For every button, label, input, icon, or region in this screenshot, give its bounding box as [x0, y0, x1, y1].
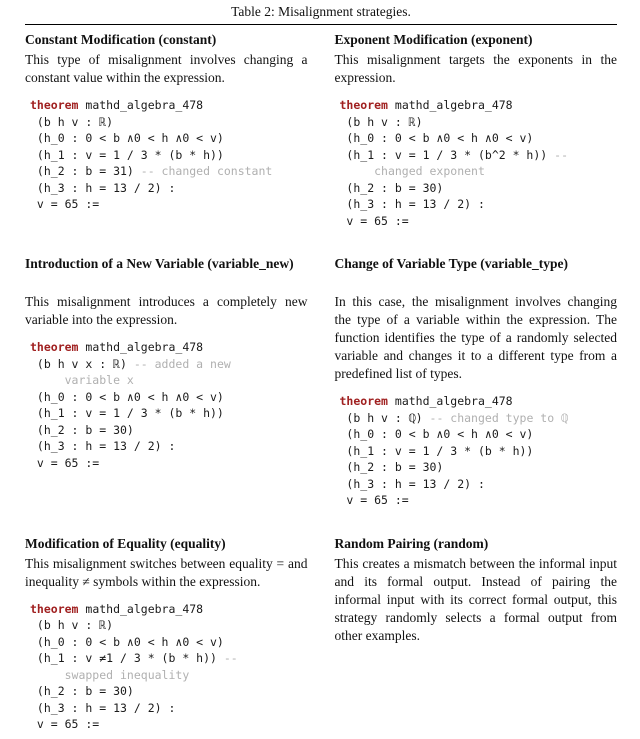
code-text: mathd_algebra_478: [387, 394, 513, 408]
strategy-title-variable-new: Introduction of a New Variable (variable_new): [25, 256, 294, 271]
code-line: [340, 130, 618, 147]
code-line: [340, 410, 618, 427]
code-line: [30, 372, 308, 389]
code-line: [30, 601, 308, 618]
code-line: [340, 97, 618, 114]
code-line: [30, 97, 308, 114]
code-line: [30, 356, 308, 373]
strategy-cell-random: [335, 535, 618, 733]
code-text: (b h v : ℝ): [339, 114, 423, 129]
code-line: [30, 650, 308, 667]
code-line: [340, 180, 618, 197]
code-text: (b h v : ℝ): [30, 618, 114, 632]
code-text: (h_1 : v = 1 / 3 * (b * h)): [339, 443, 534, 458]
code-line: [340, 163, 618, 180]
code-text: (h_1 : v ≠1 / 3 * (b * h)): [30, 651, 224, 665]
code-comment: --: [554, 147, 568, 162]
code-line: [30, 617, 308, 634]
code-line: [30, 683, 308, 700]
misalignment-table: [25, 31, 617, 733]
code-line: [30, 422, 308, 439]
code-line: [30, 339, 308, 356]
code-text: mathd_algebra_478: [387, 98, 513, 112]
code-line: [30, 163, 308, 180]
code-line: [30, 455, 308, 472]
code-text: (h_2 : b = 30): [339, 180, 444, 195]
code-text: (h_0 : 0 < b ∧0 < h ∧0 < v): [30, 389, 224, 404]
code-comment: -- added a new: [133, 356, 231, 371]
code-keyword: theorem: [339, 394, 388, 408]
code-text: (h_3 : h = 13 / 2) :: [339, 476, 485, 491]
code-line: [30, 389, 308, 406]
code-text: v = 65 :=: [30, 455, 100, 470]
code-line: [340, 147, 618, 164]
code-keyword: theorem: [339, 98, 388, 112]
code-text: (b h v : ℝ): [30, 114, 114, 129]
code-text: (h_2 : b = 31): [30, 164, 141, 178]
code-comment: swapped inequality: [30, 667, 190, 682]
code-text: (h_3 : h = 13 / 2) :: [30, 439, 176, 453]
code-line: [340, 393, 618, 410]
code-line: [30, 716, 308, 733]
strategy-cell-variable-type: [335, 255, 618, 509]
code-text: v = 65 :=: [339, 213, 409, 228]
strategy-title-equality: Modification of Equality (equality): [25, 535, 226, 551]
lean-code-block-exponent: [340, 97, 618, 229]
strategy-description-equality: This misalignment switches between equality = and inequality ≠ symbols within the expression.: [25, 555, 308, 589]
code-line: [340, 426, 618, 443]
code-text: (h_2 : b = 30): [30, 422, 134, 437]
code-text: v = 65 :=: [30, 717, 100, 731]
code-line: [30, 180, 308, 197]
strategy-description-random: This creates a mismatch between the informal input and its formal output. Instead of pairing the informal input with its correct formal output, this strategy randomly selects a formal output from other examples.: [334, 555, 617, 643]
code-line: [340, 213, 618, 230]
strategy-title-constant: Constant Modification (constant): [25, 32, 217, 47]
strategy-description-exponent: This misalignment targets the exponents in the expression.: [334, 52, 617, 85]
lean-code-block-variable-type: [340, 393, 618, 509]
code-text: (b h v : ℚ): [339, 410, 430, 425]
code-text: (h_3 : h = 13 / 2) :: [30, 700, 176, 715]
code-text: (h_2 : b = 30): [339, 460, 444, 474]
code-line: [340, 459, 618, 476]
code-comment: --: [223, 651, 238, 665]
code-text: (h_0 : 0 < b ∧0 < h ∧0 < v): [339, 131, 534, 145]
code-line: [340, 443, 618, 460]
code-text: (h_0 : 0 < b ∧0 < h ∧0 < v): [339, 427, 534, 441]
code-comment: changed exponent: [339, 164, 485, 178]
code-comment: -- changed type to ℚ: [429, 410, 568, 425]
strategy-title-variable-type: Change of Variable Type (variable_type): [334, 256, 569, 271]
lean-code-block-equality: [30, 601, 308, 733]
code-line: [30, 405, 308, 422]
code-text: mathd_algebra_478: [78, 601, 204, 616]
code-text: mathd_algebra_478: [78, 98, 204, 112]
strategy-cell-exponent: [335, 31, 618, 229]
strategy-title-exponent: Exponent Modification (exponent): [334, 32, 533, 47]
strategy-cell-equality: [25, 535, 308, 733]
strategy-cell-constant: [25, 31, 308, 229]
code-keyword: theorem: [30, 340, 79, 354]
code-line: [340, 114, 618, 131]
table-caption: Table 2: Misalignment strategies.: [231, 4, 411, 19]
code-keyword: theorem: [30, 98, 79, 112]
code-line: [30, 667, 308, 684]
code-text: (h_1 : v = 1 / 3 * (b^2 * h)): [339, 147, 555, 162]
code-text: (b h v x : ℝ): [30, 356, 134, 371]
code-line: [30, 196, 308, 213]
lean-code-block-variable-new: [30, 339, 308, 471]
code-text: (h_3 : h = 13 / 2) :: [30, 180, 176, 195]
strategy-cell-variable-new: [25, 255, 308, 509]
code-text: mathd_algebra_478: [78, 340, 204, 354]
code-comment: variable x: [30, 373, 134, 387]
code-line: [340, 196, 618, 213]
code-text: (h_1 : v = 1 / 3 * (b * h)): [30, 406, 224, 420]
code-keyword: theorem: [30, 601, 79, 616]
code-line: [30, 700, 308, 717]
code-text: (h_3 : h = 13 / 2) :: [339, 197, 485, 211]
code-text: v = 65 :=: [339, 493, 409, 507]
code-text: v = 65 :=: [30, 197, 100, 211]
code-text: (h_1 : v = 1 / 3 * (b * h)): [30, 147, 224, 162]
strategy-description-variable-new: This misalignment introduces a completely new variable into the expression.: [25, 294, 308, 327]
code-text: (h_0 : 0 < b ∧0 < h ∧0 < v): [30, 634, 224, 649]
code-line: [30, 130, 308, 147]
code-line: [340, 492, 618, 509]
code-text: (h_2 : b = 30): [30, 684, 134, 698]
strategy-description-variable-type: In this case, the misalignment involves changing the type of a variable within the expression. The function identifies the type of a randomly selected variable and changes it to a different type from a predefined list of types.: [334, 294, 617, 381]
code-line: [340, 476, 618, 493]
code-comment: -- changed constant: [140, 164, 273, 178]
code-line: [30, 147, 308, 164]
strategy-title-random: Random Pairing (random): [334, 535, 489, 551]
code-text: (h_0 : 0 < b ∧0 < h ∧0 < v): [30, 131, 224, 145]
lean-code-block-constant: [30, 97, 308, 213]
code-line: [30, 634, 308, 651]
code-line: [30, 114, 308, 131]
code-line: [30, 438, 308, 455]
strategy-description-constant: This type of misalignment involves changing a constant value within the expression.: [25, 52, 308, 85]
table-top-rule: [25, 24, 617, 25]
